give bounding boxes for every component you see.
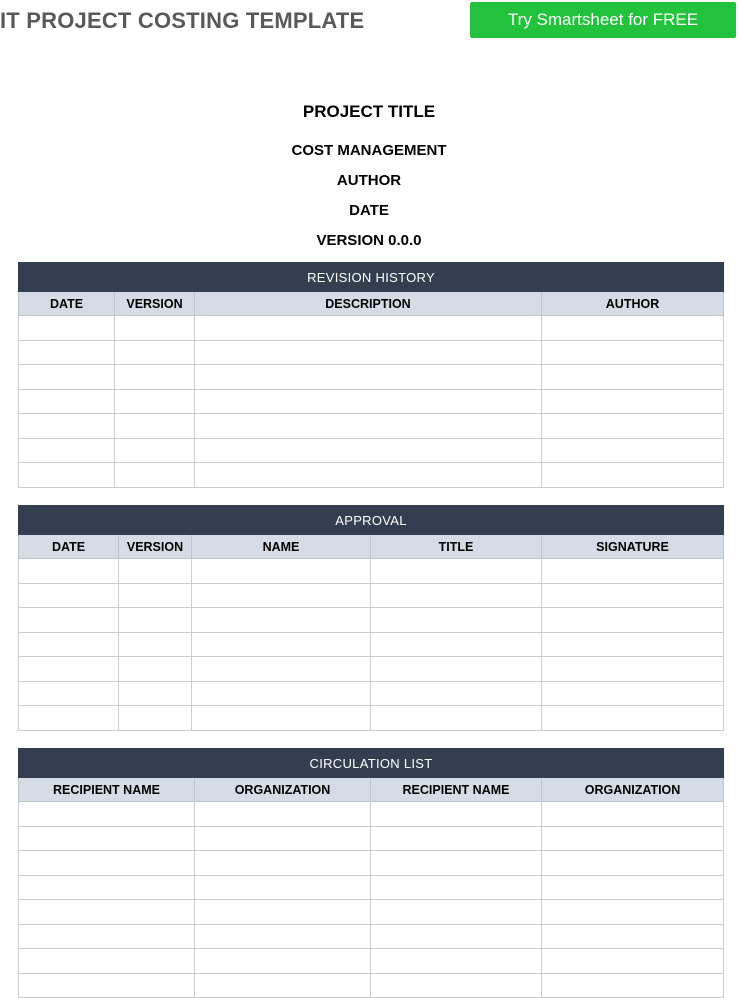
table-cell[interactable]: [119, 559, 192, 584]
column-header-organization: ORGANIZATION: [542, 778, 724, 802]
table-cell[interactable]: [542, 389, 724, 414]
column-header-recipient-name: RECIPIENT NAME: [19, 778, 195, 802]
table-cell[interactable]: [542, 826, 724, 851]
revision-history-table: [18, 262, 724, 488]
table-row: [19, 875, 724, 900]
table-cell[interactable]: [192, 608, 371, 633]
table-cell[interactable]: [542, 438, 724, 463]
table-row: [19, 316, 724, 341]
table-cell[interactable]: [371, 900, 542, 925]
table-cell[interactable]: [119, 608, 192, 633]
table-cell[interactable]: [542, 875, 724, 900]
table-cell[interactable]: [371, 706, 542, 731]
table-row: [19, 706, 724, 731]
table-cell[interactable]: [542, 973, 724, 998]
table-cell[interactable]: [542, 316, 724, 341]
column-header-version: VERSION: [119, 535, 192, 559]
table-cell[interactable]: [371, 657, 542, 682]
revision-history-title: REVISION HISTORY: [19, 263, 724, 292]
table-cell[interactable]: [192, 681, 371, 706]
table-cell[interactable]: [115, 365, 195, 390]
table-cell[interactable]: [19, 973, 195, 998]
table-cell[interactable]: [119, 681, 192, 706]
table-cell[interactable]: [195, 802, 371, 827]
table-cell[interactable]: [542, 802, 724, 827]
table-cell[interactable]: [371, 973, 542, 998]
table-cell[interactable]: [19, 414, 115, 439]
table-row: [19, 340, 724, 365]
table-cell[interactable]: [19, 559, 119, 584]
table-cell[interactable]: [542, 851, 724, 876]
page-title: IT PROJECT COSTING TEMPLATE: [0, 8, 365, 33]
table-cell[interactable]: [19, 438, 115, 463]
table-cell[interactable]: [195, 875, 371, 900]
table-cell[interactable]: [115, 316, 195, 341]
table-cell[interactable]: [195, 924, 371, 949]
table-row: [19, 414, 724, 439]
cost-management-label: COST MANAGEMENT: [291, 142, 447, 159]
table-cell[interactable]: [542, 632, 724, 657]
table-row: [19, 681, 724, 706]
table-cell[interactable]: [542, 924, 724, 949]
table-row: [19, 559, 724, 584]
table-cell[interactable]: [371, 608, 542, 633]
table-cell[interactable]: [115, 414, 195, 439]
table-cell[interactable]: [19, 463, 115, 488]
approval-title: APPROVAL: [19, 506, 724, 535]
table-cell[interactable]: [19, 851, 195, 876]
table-row: [19, 583, 724, 608]
table-cell[interactable]: [19, 657, 119, 682]
table-cell[interactable]: [371, 681, 542, 706]
table-cell[interactable]: [19, 900, 195, 925]
column-header-title: TITLE: [371, 535, 542, 559]
table-cell[interactable]: [542, 657, 724, 682]
version-label: VERSION 0.0.0: [316, 232, 422, 249]
table-row: [19, 365, 724, 390]
table-cell[interactable]: [19, 608, 119, 633]
table-row: [19, 438, 724, 463]
column-header-author: AUTHOR: [542, 292, 724, 316]
column-header-date: DATE: [19, 535, 119, 559]
table-row: [19, 608, 724, 633]
table-cell[interactable]: [371, 559, 542, 584]
table-cell[interactable]: [115, 463, 195, 488]
table-cell[interactable]: [192, 632, 371, 657]
table-cell[interactable]: [542, 706, 724, 731]
table-cell[interactable]: [19, 924, 195, 949]
table-cell[interactable]: [371, 826, 542, 851]
table-row: [19, 632, 724, 657]
table-cell[interactable]: [19, 875, 195, 900]
table-cell[interactable]: [195, 826, 371, 851]
table-cell[interactable]: [119, 657, 192, 682]
table-cell[interactable]: [195, 463, 542, 488]
column-header-signature: SIGNATURE: [542, 535, 724, 559]
column-header-recipient-name: RECIPIENT NAME: [371, 778, 542, 802]
table-cell[interactable]: [371, 583, 542, 608]
circulation-list-table: [18, 748, 724, 998]
table-row: [19, 802, 724, 827]
table-cell[interactable]: [119, 706, 192, 731]
table-cell[interactable]: [19, 706, 119, 731]
table-row: [19, 463, 724, 488]
table-cell[interactable]: [195, 414, 542, 439]
table-cell[interactable]: [542, 365, 724, 390]
table-cell[interactable]: [19, 365, 115, 390]
table-cell[interactable]: [119, 583, 192, 608]
table-cell[interactable]: [192, 706, 371, 731]
table-cell[interactable]: [542, 583, 724, 608]
table-row: [19, 826, 724, 851]
approval-table: [18, 505, 724, 731]
table-cell[interactable]: [19, 826, 195, 851]
table-row: [19, 973, 724, 998]
table-cell[interactable]: [115, 438, 195, 463]
table-cell[interactable]: [19, 632, 119, 657]
table-cell[interactable]: [371, 632, 542, 657]
table-cell[interactable]: [195, 438, 542, 463]
table-cell[interactable]: [115, 389, 195, 414]
table-cell[interactable]: [371, 949, 542, 974]
table-cell[interactable]: [542, 340, 724, 365]
table-cell[interactable]: [542, 463, 724, 488]
table-cell[interactable]: [542, 608, 724, 633]
author-label: AUTHOR: [336, 172, 402, 189]
table-cell[interactable]: [195, 900, 371, 925]
table-cell[interactable]: [195, 316, 542, 341]
table-cell[interactable]: [542, 949, 724, 974]
column-header-organization: ORGANIZATION: [195, 778, 371, 802]
circulation-list-title: CIRCULATION LIST: [19, 749, 724, 778]
table-row: [19, 851, 724, 876]
table-cell[interactable]: [192, 583, 371, 608]
column-header-description: DESCRIPTION: [195, 292, 542, 316]
table-cell[interactable]: [195, 340, 542, 365]
table-cell[interactable]: [19, 949, 195, 974]
table-cell[interactable]: [195, 851, 371, 876]
project-title: PROJECT TITLE: [302, 102, 436, 121]
table-cell[interactable]: [542, 559, 724, 584]
table-row: [19, 924, 724, 949]
table-cell[interactable]: [195, 973, 371, 998]
date-label: DATE: [349, 202, 389, 219]
table-row: [19, 900, 724, 925]
table-cell[interactable]: [542, 414, 724, 439]
table-cell[interactable]: [371, 875, 542, 900]
table-cell[interactable]: [195, 365, 542, 390]
table-cell[interactable]: [19, 340, 115, 365]
table-row: [19, 949, 724, 974]
table-cell[interactable]: [19, 681, 119, 706]
table-cell[interactable]: [371, 851, 542, 876]
column-header-date: DATE: [19, 292, 115, 316]
table-cell[interactable]: [192, 657, 371, 682]
table-cell[interactable]: [19, 316, 115, 341]
table-cell[interactable]: [542, 681, 724, 706]
column-header-name: NAME: [192, 535, 371, 559]
table-cell[interactable]: [371, 802, 542, 827]
table-cell[interactable]: [19, 802, 195, 827]
table-cell[interactable]: [115, 340, 195, 365]
column-header-version: VERSION: [115, 292, 195, 316]
table-row: [19, 657, 724, 682]
table-cell[interactable]: [192, 559, 371, 584]
try-smartsheet-button[interactable]: Try Smartsheet for FREE: [470, 2, 736, 38]
table-row: [19, 389, 724, 414]
table-cell[interactable]: [19, 583, 119, 608]
table-cell[interactable]: [19, 389, 115, 414]
table-cell[interactable]: [119, 632, 192, 657]
table-cell[interactable]: [195, 389, 542, 414]
table-cell[interactable]: [542, 900, 724, 925]
table-cell[interactable]: [195, 949, 371, 974]
table-cell[interactable]: [371, 924, 542, 949]
